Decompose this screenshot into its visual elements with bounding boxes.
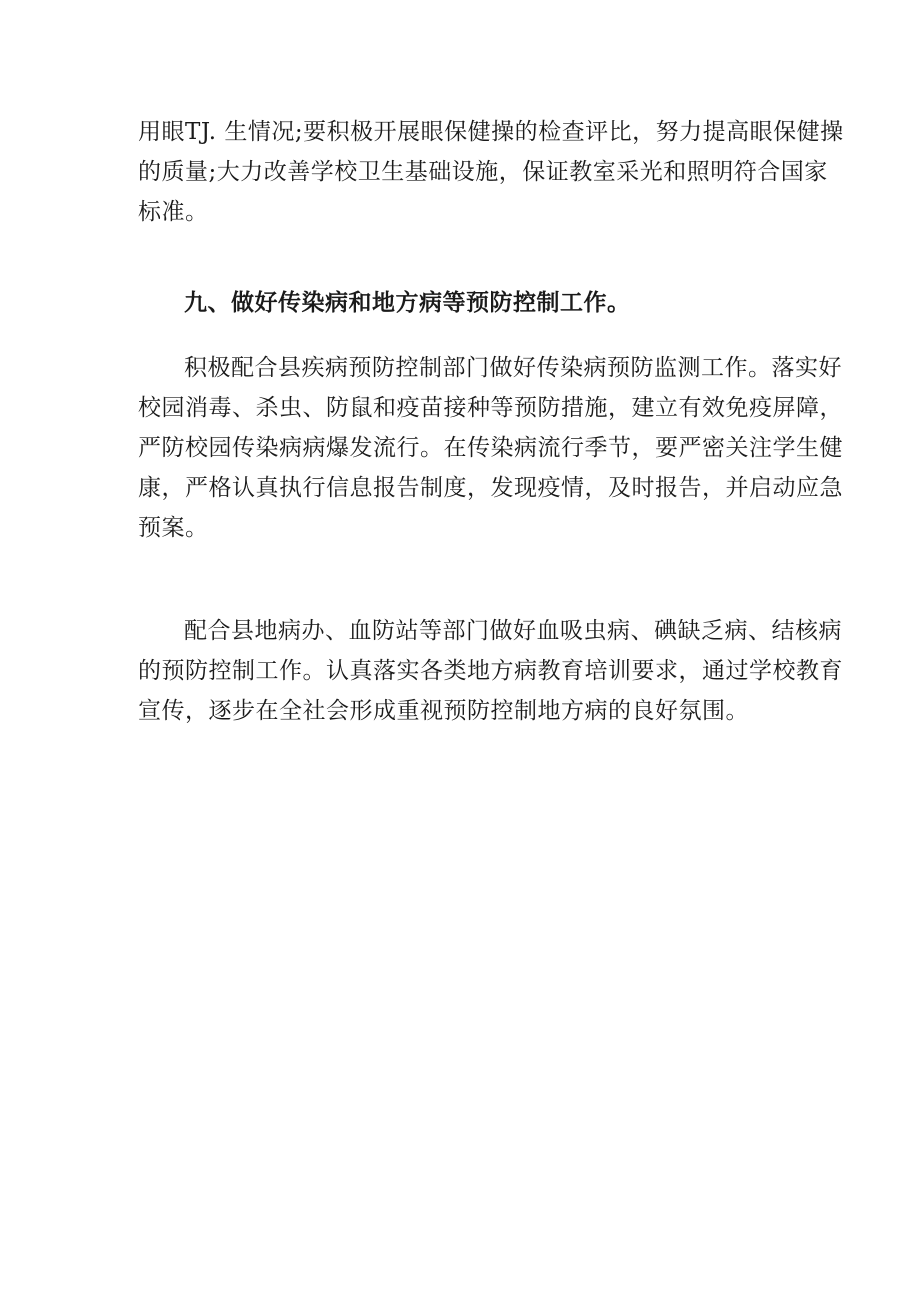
text-line: 宣传，逐步在全社会形成重视预防控制地方病的良好氛围。 [138, 698, 749, 724]
paragraph-infectious-disease [138, 348, 843, 548]
text-line: 预案。 [138, 515, 209, 541]
text-line: 标准。 [138, 199, 209, 225]
text-line: 用眼TJ. 生情况;要积极开展眼保健操的检查评比，努力提高眼保健操 [138, 119, 844, 145]
text-line: 康，严格认真执行信息报告制度，发现疫情，及时报告，并启动应急 [138, 475, 843, 501]
section-heading: 九、做好传染病和地方病等预防控制工作。 [184, 290, 631, 316]
continuation-paragraph [138, 112, 844, 232]
text-line: 严防校园传染病病爆发流行。在传染病流行季节，要严密关注学生健 [138, 435, 843, 461]
text-line: 校园消毒、杀虫、防鼠和疫苗接种等预防措施，建立有效免疫屏障， [138, 395, 843, 421]
text-line: 的预防控制工作。认真落实各类地方病教育培训要求，通过学校教育 [138, 658, 843, 684]
text-line: 积极配合县疾病预防控制部门做好传染病预防监测工作。落实好 [184, 355, 842, 381]
paragraph-endemic-disease [138, 611, 843, 731]
text-line: 的质量;大力改善学校卫生基础设施，保证教室采光和照明符合国家 [138, 159, 828, 185]
text-line: 配合县地病办、血防站等部门做好血吸虫病、碘缺乏病、结核病 [184, 618, 842, 644]
